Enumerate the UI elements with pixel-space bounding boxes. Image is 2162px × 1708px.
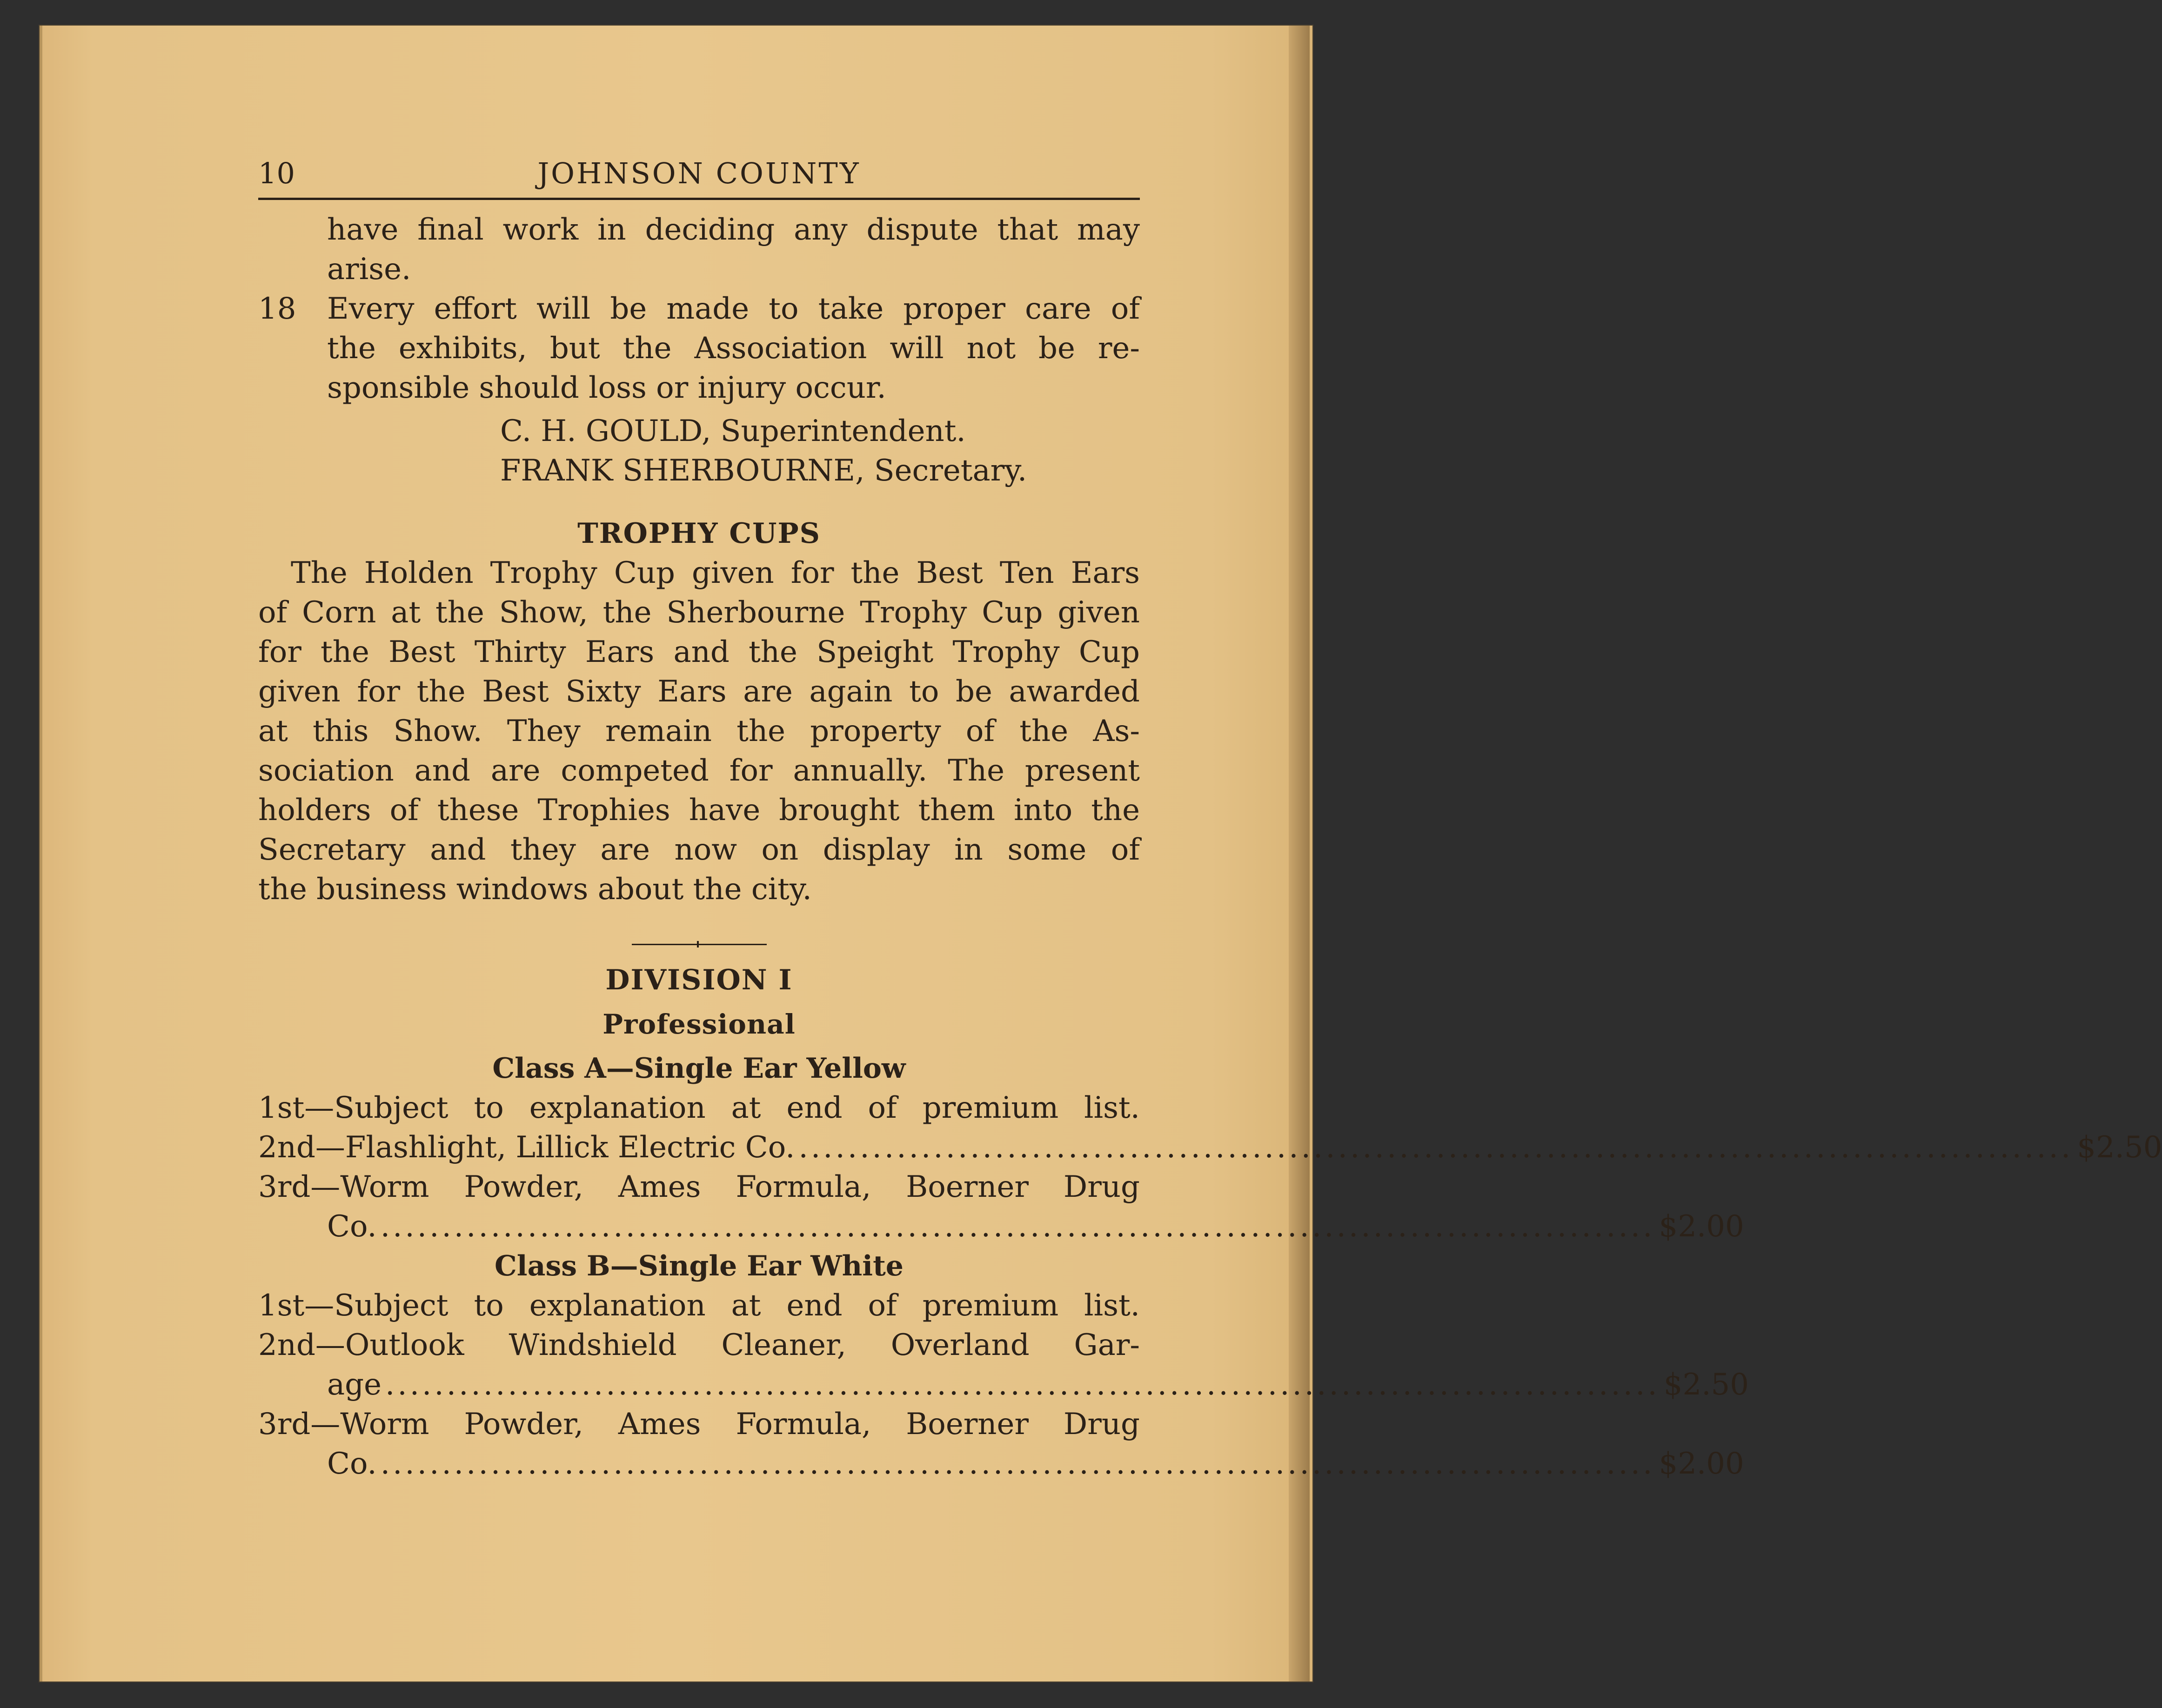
prize-amount: $2.50: [2077, 1130, 2162, 1165]
trophy-section: [258, 514, 1140, 909]
trophy-line: The Holden Trophy Cup given for the Best Ten Ears: [291, 556, 1140, 590]
class-a-third-prize: [258, 1207, 1744, 1247]
rule-line: sponsible should loss or injury occur.: [327, 371, 886, 405]
prize-amount: $2.00: [1659, 1447, 1744, 1481]
leader-dots: ........................................................................................................: [798, 1130, 2074, 1165]
prize-label: age: [327, 1368, 382, 1402]
prize-amount: $2.00: [1659, 1209, 1744, 1244]
page-number: 10: [258, 156, 295, 190]
trophy-line: at this Show. They remain the property of the As-: [258, 714, 1140, 748]
leader-dots: ........................................................................................................: [380, 1447, 1655, 1481]
rule-line: Every effort will be made to take proper care of: [327, 292, 1140, 326]
division-subheading: Professional: [602, 1008, 796, 1040]
prize-label: Co.: [327, 1447, 377, 1481]
rule-continuation-line: arise.: [327, 252, 411, 287]
trophy-line: holders of these Trophies have brought them into the: [258, 793, 1140, 827]
book-spine: [1289, 26, 1310, 1681]
rules-section: [258, 210, 1140, 491]
leader-dots: ........................................................................................................: [380, 1209, 1655, 1244]
class-b-second-prize: [258, 1365, 1749, 1405]
prize-label: 2nd—Flashlight, Lillick Electric Co.: [258, 1130, 795, 1165]
trophy-line: sociation and are competed for annually. The present: [258, 754, 1140, 788]
class-b-heading: Class B—Single Ear White: [495, 1250, 904, 1282]
class-b-third-prize-line: 3rd—Worm Powder, Ames Formula, Boerner Drug: [258, 1407, 1140, 1441]
division-section: [258, 961, 2162, 1484]
prize-label: Co.: [327, 1209, 377, 1244]
signature-secretary: FRANK SHERBOURNE, Secretary.: [500, 454, 1027, 488]
class-a-first-prize: 1st—Subject to explanation at end of premium list.: [258, 1091, 1140, 1125]
trophy-line: Secretary and they are now on display in some of: [258, 833, 1140, 867]
class-a-heading: Class A—Single Ear Yellow: [492, 1052, 906, 1085]
class-a-third-prize-line: 3rd—Worm Powder, Ames Formula, Boerner Drug: [258, 1170, 1140, 1204]
class-b-second-prize-line: 2nd—Outlook Windshield Cleaner, Overland Gar-: [258, 1328, 1140, 1362]
rule-continuation-line: have final work in deciding any dispute that may: [327, 213, 1140, 247]
divider-line: [632, 944, 767, 945]
class-a-second-prize: [258, 1128, 2162, 1168]
trophy-line: given for the Best Sixty Ears are again to be awarded: [258, 674, 1140, 709]
page-content: [258, 153, 2162, 1484]
trophy-heading: TROPHY CUPS: [577, 517, 821, 550]
running-title: JOHNSON COUNTY: [537, 156, 861, 190]
leader-dots: ........................................................................................................: [385, 1368, 1660, 1402]
trophy-line: of Corn at the Show, the Sherbourne Trophy Cup given: [258, 595, 1140, 630]
trophy-line: the business windows about the city.: [258, 872, 812, 907]
rule-line: the exhibits, but the Association will not be re-: [327, 331, 1140, 366]
section-divider-ornament: [632, 937, 767, 951]
class-b-third-prize: [258, 1444, 1744, 1484]
divider-tick: [697, 941, 699, 947]
prize-amount: $2.50: [1663, 1368, 1749, 1402]
trophy-line: for the Best Thirty Ears and the Speight Trophy Cup: [258, 635, 1140, 669]
class-b-first-prize: 1st—Subject to explanation at end of premium list.: [258, 1288, 1140, 1323]
division-heading: DIVISION I: [605, 964, 793, 996]
rule-item-18: [258, 289, 1140, 408]
signature-superintendent: C. H. GOULD, Superintendent.: [500, 414, 966, 448]
running-header: [258, 153, 1140, 200]
rule-number: 18: [258, 292, 296, 326]
